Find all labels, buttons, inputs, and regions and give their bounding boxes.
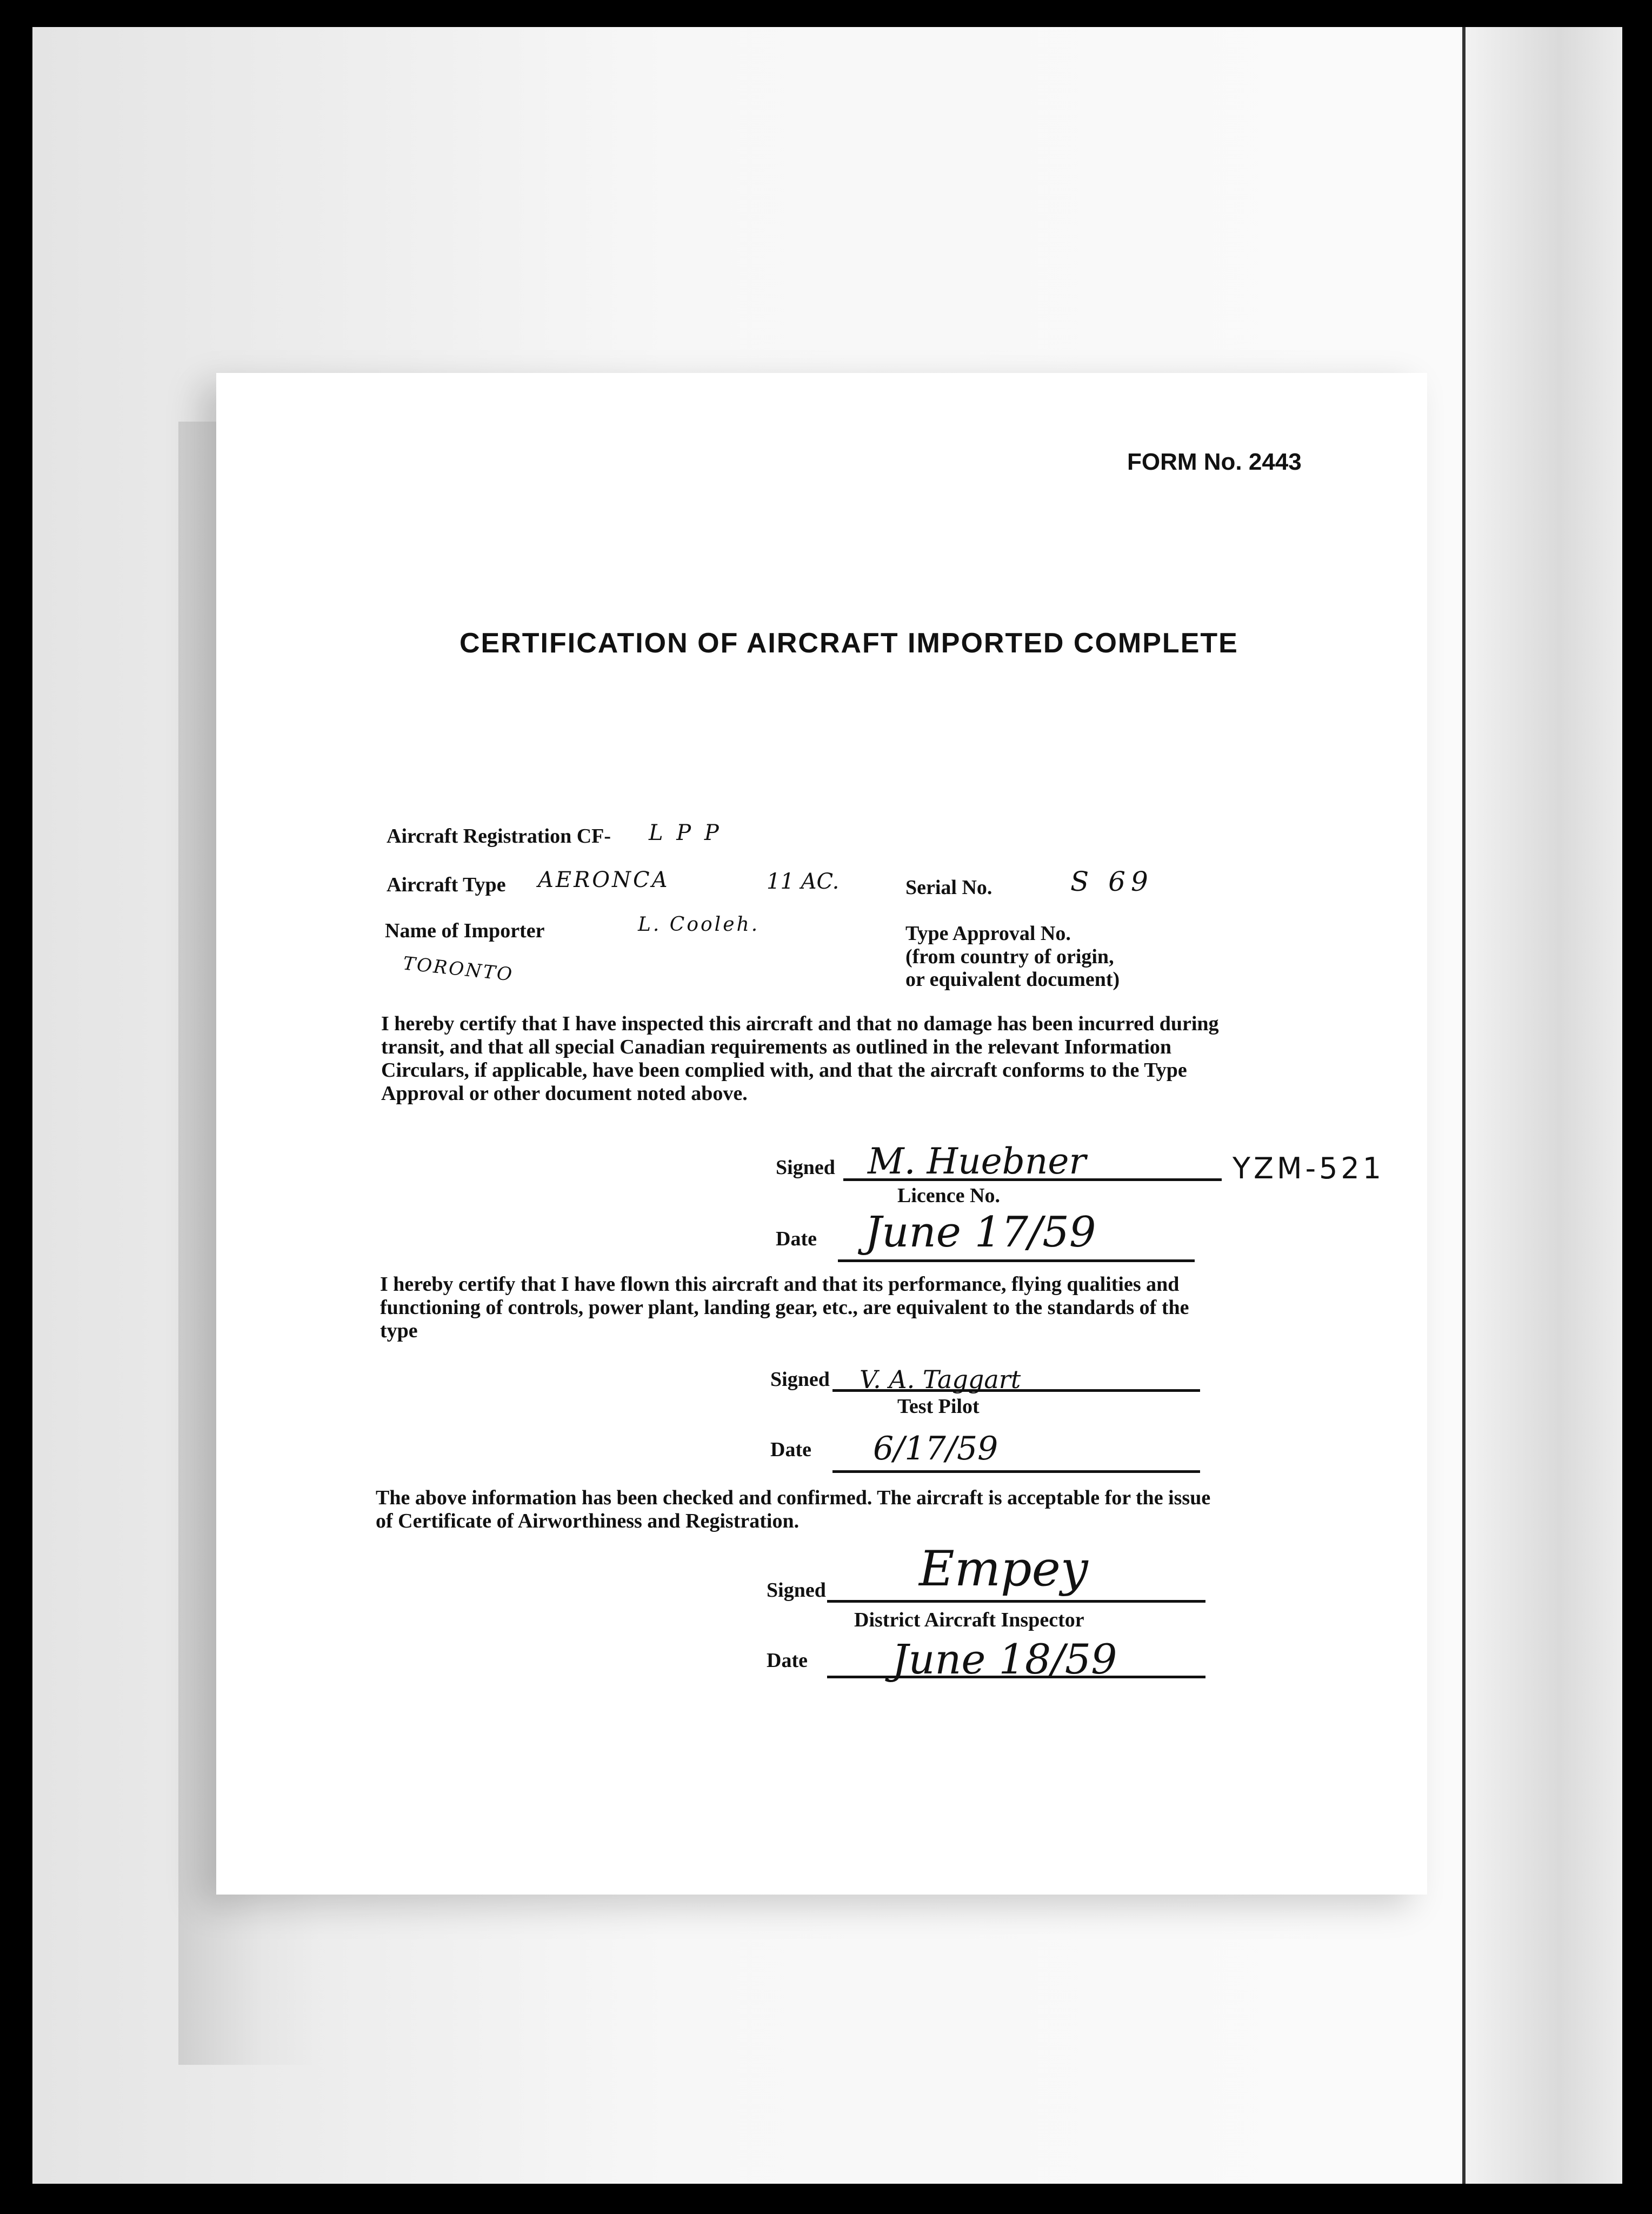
aircraft-type-value: AERONCA	[538, 868, 670, 892]
serial-value: S 69	[1070, 866, 1154, 897]
inspector-date-value: June 18/59	[892, 1635, 1117, 1683]
flight-date-value: 6/17/59	[873, 1430, 998, 1468]
inspector-signature: M. Huebner	[868, 1141, 1087, 1182]
date-line	[838, 1259, 1195, 1262]
licence-label: Licence No.	[897, 1184, 1000, 1207]
district-inspector-signature: Empey	[919, 1541, 1088, 1597]
type-approval-label: Type Approval No.	[905, 922, 1071, 945]
type-approval-note: (from country of origin,	[905, 945, 1114, 968]
serial-label: Serial No.	[905, 876, 992, 899]
type-approval-note: or equivalent document)	[905, 968, 1120, 991]
inspector-signed-label: Signed	[767, 1579, 826, 1602]
registration-label: Aircraft Registration CF-	[387, 825, 611, 848]
flight-date-label: Date	[770, 1438, 811, 1461]
importer-value: L. Cooleh.	[638, 913, 760, 936]
signature-line	[827, 1600, 1205, 1603]
aircraft-type-label: Aircraft Type	[387, 873, 506, 896]
page-title: CERTIFICATION OF AIRCRAFT IMPORTED COMPLETE	[459, 628, 1238, 659]
inspection-date-label: Date	[776, 1228, 817, 1250]
form-number: FORM No. 2443	[1127, 449, 1302, 475]
aircraft-type-model: 11 AC.	[767, 869, 840, 894]
date-line	[832, 1470, 1200, 1473]
flight-test-statement: I hereby certify that I have flown this aircraft and that its performance, flying qualities and functioning of controls, power plant, landing gear, etc., are equivalent to the standards of the type	[380, 1273, 1189, 1342]
confirmation-statement: The above information has been checked and confirmed. The aircraft is acceptable for the issue of Certificate of Airworthiness and Registration.	[376, 1486, 1211, 1532]
district-inspector-label: District Aircraft Inspector	[854, 1609, 1084, 1631]
inspector-date-label: Date	[767, 1649, 808, 1672]
importer-label: Name of Importer	[385, 919, 545, 942]
pilot-signature: V. A. Taggart	[860, 1365, 1021, 1394]
inspection-signed-label: Signed	[776, 1156, 835, 1179]
flight-signed-label: Signed	[770, 1368, 830, 1391]
licence-value: YZM-521	[1233, 1151, 1385, 1185]
registration-value: L P P	[649, 821, 722, 845]
scan-edge-strip	[1462, 27, 1622, 2184]
inspection-date-value: June 17/59	[865, 1208, 1096, 1257]
importer-city: TORONTO	[402, 952, 515, 986]
test-pilot-label: Test Pilot	[897, 1395, 980, 1418]
form-sheet	[216, 373, 1427, 1895]
inspection-statement: I hereby certify that I have inspected this aircraft and that no damage has been incurred during transit, and that all special Canadian requirements as outlined in the relevant Information Circulars, if applicable, have been complied with, and that the aircraft conforms to the Type Approval or other document noted above.	[381, 1012, 1219, 1105]
